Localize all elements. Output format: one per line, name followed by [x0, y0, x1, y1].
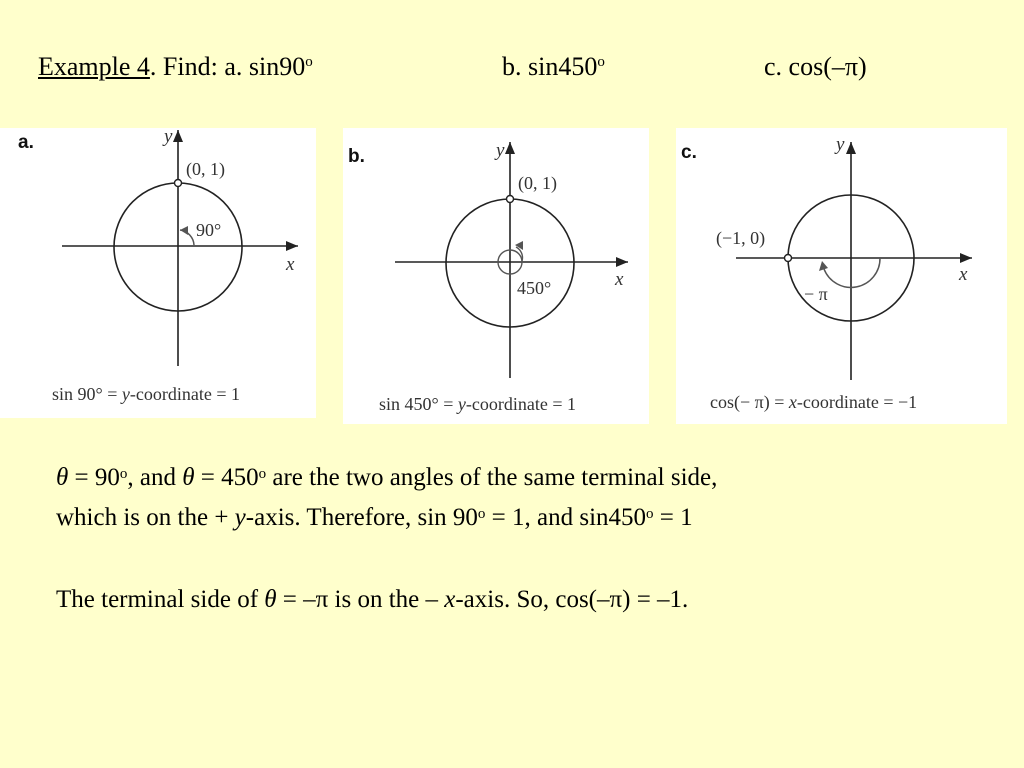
- unit-circle-diagram-a: [0, 128, 316, 418]
- caption-text: -coordinate = −1: [796, 392, 918, 412]
- panel-label: c.: [681, 142, 697, 163]
- find-part-a: . Find: a. sin90: [149, 52, 306, 81]
- x-axis-label: x: [959, 264, 968, 285]
- y-axis-arrow-icon: [173, 130, 183, 142]
- find-part-c: c. cos(–π): [764, 52, 867, 81]
- explanation-text-span: = 450: [194, 464, 259, 491]
- angle-label: 90°: [196, 220, 222, 240]
- explanation-text-span: = –π is on the –: [276, 586, 445, 613]
- panel-caption: [52, 384, 240, 405]
- explanation-text-span: The terminal side of: [56, 586, 265, 613]
- degree-mark: o: [646, 506, 654, 522]
- explanation-text-span: are the two angles of the same terminal side,: [266, 464, 718, 491]
- panel-c-unit-circle: [676, 128, 1007, 424]
- theta-symbol: θ: [56, 464, 69, 491]
- caption-variable: y: [457, 394, 466, 414]
- x-axis-arrow-icon: [960, 253, 972, 263]
- unit-circle-diagram-b: [343, 128, 649, 424]
- point-coordinate-label: (−1, 0): [716, 228, 766, 248]
- caption-text: sin 450° =: [379, 394, 458, 414]
- unit-circle-diagram-c: [676, 128, 1007, 424]
- caption-text: -coordinate = 1: [129, 384, 240, 404]
- degree-mark: o: [305, 54, 313, 70]
- explanation-text-span: = 1: [653, 504, 693, 531]
- caption-text: cos(− π) =: [710, 392, 789, 412]
- caption-text: -coordinate = 1: [465, 394, 576, 414]
- panel-caption: [379, 394, 576, 415]
- panel-label: a.: [18, 132, 34, 153]
- explanation-text-span: -axis. Therefore, sin 90: [245, 504, 478, 531]
- explanation-line-1: [56, 464, 717, 492]
- angle-arrow-icon: [819, 261, 828, 271]
- degree-mark: o: [258, 466, 267, 482]
- explanation-line-3: [56, 586, 688, 614]
- y-axis-arrow-icon: [505, 142, 515, 154]
- explanation-text-span: -axis. So, cos(–π) = –1.: [455, 586, 689, 613]
- point-marker: [507, 196, 514, 203]
- degree-mark: o: [119, 466, 128, 482]
- x-axis-label: x: [286, 254, 295, 275]
- y-axis-arrow-icon: [846, 142, 856, 154]
- axis-variable: y: [234, 504, 246, 531]
- panel-b-unit-circle: [343, 128, 649, 424]
- axis-variable: x: [444, 586, 456, 613]
- example-label: Example 4: [38, 52, 150, 81]
- y-axis-label: y: [836, 134, 845, 155]
- explanation-text-span: , and: [127, 464, 183, 491]
- theta-symbol: θ: [182, 464, 195, 491]
- explanation-text-span: which is on the +: [56, 504, 235, 531]
- x-axis-arrow-icon: [286, 241, 298, 251]
- degree-mark: o: [477, 506, 486, 522]
- panel-label: b.: [348, 146, 365, 167]
- caption-text: sin 90° =: [52, 384, 122, 404]
- angle-label: 450°: [517, 278, 552, 298]
- x-axis-arrow-icon: [616, 257, 628, 267]
- angle-arrow-icon: [180, 226, 188, 235]
- panel-a-unit-circle: [0, 128, 316, 418]
- explanation-text-span: = 90: [68, 464, 120, 491]
- explanation-text-span: = 1, and sin450: [485, 504, 647, 531]
- theta-symbol: θ: [264, 586, 277, 613]
- point-coordinate-label: (0, 1): [518, 173, 557, 193]
- degree-mark: o: [597, 54, 605, 70]
- x-axis-label: x: [615, 269, 624, 290]
- point-marker: [175, 180, 182, 187]
- panel-caption: [710, 392, 917, 413]
- explanation-line-2: [56, 504, 693, 532]
- caption-variable: y: [121, 384, 130, 404]
- point-marker: [785, 255, 792, 262]
- caption-variable: x: [788, 392, 797, 412]
- angle-arc: [824, 258, 880, 287]
- angle-label: − π: [804, 284, 828, 304]
- find-part-b: b. sin450: [502, 52, 598, 81]
- y-axis-label: y: [496, 140, 505, 161]
- y-axis-label: y: [164, 128, 173, 147]
- point-coordinate-label: (0, 1): [186, 159, 225, 179]
